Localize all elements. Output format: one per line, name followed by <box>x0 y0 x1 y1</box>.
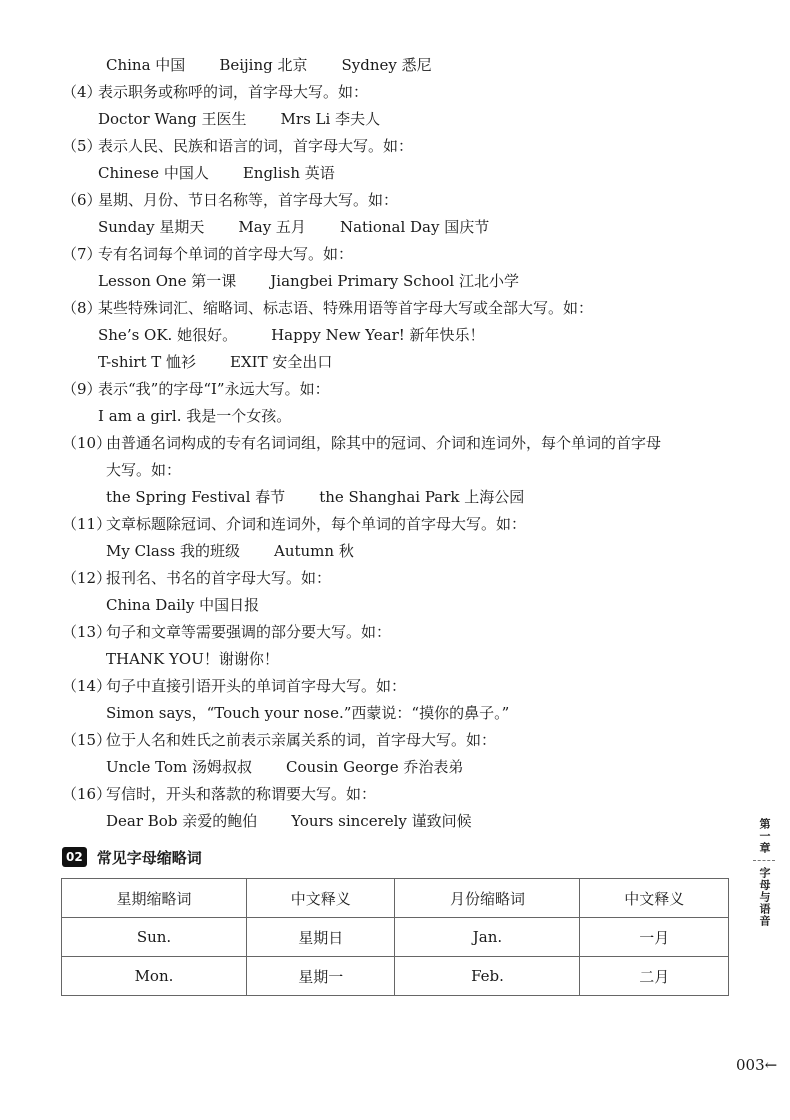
example-item: Mrs Li 李夫人 <box>280 110 381 128</box>
example-item: THANK YOU！谢谢你！ <box>106 650 279 668</box>
section-header <box>62 845 202 869</box>
rule-number: （5） <box>62 137 102 155</box>
rule-text-continuation: 大写。如： <box>106 461 182 479</box>
rule-item <box>62 187 730 214</box>
rule-text: 表示职务或称呼的词，首字母大写。如： <box>98 83 369 101</box>
table-cell: Sun. <box>62 918 247 957</box>
example-item: English 英语 <box>242 164 335 182</box>
example-item: I am a girl. 我是一个女孩。 <box>98 407 292 425</box>
arrow-left-icon: ← <box>764 1056 778 1074</box>
rules-content <box>62 52 730 835</box>
example-item: Autumn 秋 <box>273 542 354 560</box>
table-header-cell: 星期缩略词 <box>62 879 247 918</box>
rule-text: 报刊名、书名的首字母大写。如： <box>106 569 332 587</box>
example-item: Doctor Wang 王医生 <box>98 110 247 128</box>
side-divider <box>753 860 775 861</box>
rule-item <box>62 511 730 538</box>
example-item: Uncle Tom 汤姆叔叔 <box>106 758 253 776</box>
table-row <box>62 957 729 996</box>
rule-number: （6） <box>62 191 102 209</box>
chapter-topic: 字母与语音 <box>758 867 771 927</box>
page-number <box>736 1056 777 1074</box>
rule-number: （8） <box>62 299 102 317</box>
example-item: EXIT 安全出口 <box>230 353 333 371</box>
rule-item <box>62 565 730 592</box>
example-row <box>62 484 730 511</box>
page-number-text: 003 <box>736 1056 765 1074</box>
example-item: Sydney 悉尼 <box>341 56 432 74</box>
table-cell: Jan. <box>395 918 580 957</box>
rule-text: 表示“我”的字母“I”永远大写。如： <box>98 380 330 398</box>
section-badge: 02 <box>62 847 87 867</box>
example-item: T-shirt T 恤衫 <box>98 353 197 371</box>
rule-item <box>62 781 730 808</box>
table-cell: Feb. <box>395 957 580 996</box>
example-row <box>62 268 730 295</box>
rule-item <box>62 727 730 754</box>
rule-text: 专有名词每个单词的首字母大写。如： <box>98 245 354 263</box>
example-item: Beijing 北京 <box>219 56 308 74</box>
chapter-label: 第一章 <box>758 818 771 854</box>
rule-text: 句子和文章等需要强调的部分要大写。如： <box>106 623 392 641</box>
example-item: China 中国 <box>106 56 186 74</box>
table-header-cell: 中文释义 <box>247 879 395 918</box>
rule-number: （11） <box>62 515 112 533</box>
rule-item <box>62 133 730 160</box>
section-title: 常见字母缩略词 <box>96 848 202 867</box>
table-header-cell: 月份缩略词 <box>395 879 580 918</box>
table-cell: Mon. <box>62 957 247 996</box>
example-item: Sunday 星期天 <box>98 218 205 236</box>
example-row <box>62 646 730 673</box>
example-item: Jiangbei Primary School 江北小学 <box>270 272 519 290</box>
example-row <box>62 349 730 376</box>
rule-number: （12） <box>62 569 112 587</box>
table-cell: 一月 <box>580 918 729 957</box>
rule-text: 位于人名和姓氏之前表示亲属关系的词，首字母大写。如： <box>106 731 497 749</box>
table-row <box>62 918 729 957</box>
example-row <box>62 403 730 430</box>
rule-text: 写信时，开头和落款的称谓要大写。如： <box>106 785 377 803</box>
rule-text: 文章标题除冠词、介词和连词外，每个单词的首字母大写。如： <box>106 515 527 533</box>
example-item: China Daily 中国日报 <box>106 596 260 614</box>
example-row <box>62 592 730 619</box>
rule-number: （4） <box>62 83 102 101</box>
example-row <box>62 754 730 781</box>
rule-item <box>62 241 730 268</box>
rule-item <box>62 619 730 646</box>
rule-item <box>62 79 730 106</box>
rule-item <box>62 376 730 403</box>
rule-text: 由普通名词构成的专有名词词组，除其中的冠词、介词和连词外，每个单词的首字母 <box>106 434 662 452</box>
example-row <box>62 808 730 835</box>
example-item: My Class 我的班级 <box>106 542 240 560</box>
rule-text: 某些特殊词汇、缩略词、标志语、特殊用语等首字母大写或全部大写。如： <box>98 299 594 317</box>
table-cell: 星期一 <box>247 957 395 996</box>
rule-number: （15） <box>62 731 112 749</box>
example-item: Lesson One 第一课 <box>98 272 237 290</box>
chapter-side-tab <box>750 818 778 927</box>
example-item: Dear Bob 亲爱的鲍伯 <box>106 812 258 830</box>
example-row <box>62 214 730 241</box>
example-row <box>62 538 730 565</box>
example-item: May 五月 <box>238 218 306 236</box>
example-item: She’s OK. 她很好。 <box>98 326 238 344</box>
table-cell: 星期日 <box>247 918 395 957</box>
table-cell: 二月 <box>580 957 729 996</box>
rule-number: （7） <box>62 245 102 263</box>
abbreviation-table <box>61 878 729 996</box>
rule-number: （16） <box>62 785 112 803</box>
example-row <box>62 700 730 727</box>
example-item: the Spring Festival 春节 <box>106 488 286 506</box>
example-row <box>62 160 730 187</box>
example-item: Yours sincerely 谨致问候 <box>291 812 472 830</box>
rule-item <box>62 295 730 322</box>
example-item: Simon says，“Touch your nose.”西蒙说：“摸你的鼻子。” <box>106 704 510 722</box>
rule-item <box>62 430 730 457</box>
example-item: National Day 国庆节 <box>339 218 490 236</box>
rule-text: 句子中直接引语开头的单词首字母大写。如： <box>106 677 407 695</box>
example-item: the Shanghai Park 上海公园 <box>319 488 525 506</box>
example-item: Happy New Year! 新年快乐！ <box>271 326 485 344</box>
table-header-row <box>62 879 729 918</box>
rule-number: （13） <box>62 623 112 641</box>
example-row <box>62 322 730 349</box>
table-header-cell: 中文释义 <box>580 879 729 918</box>
example-item: Cousin George 乔治表弟 <box>286 758 464 776</box>
rule-item <box>62 673 730 700</box>
rule-text: 表示人民、民族和语言的词，首字母大写。如： <box>98 137 414 155</box>
example-item: Chinese 中国人 <box>98 164 209 182</box>
rule-number: （9） <box>62 380 102 398</box>
example-row <box>62 106 730 133</box>
rule-text: 星期、月份、节日名称等，首字母大写。如： <box>98 191 399 209</box>
example-row <box>62 52 730 79</box>
rule-number: （14） <box>62 677 112 695</box>
rule-number: （10） <box>62 434 112 452</box>
